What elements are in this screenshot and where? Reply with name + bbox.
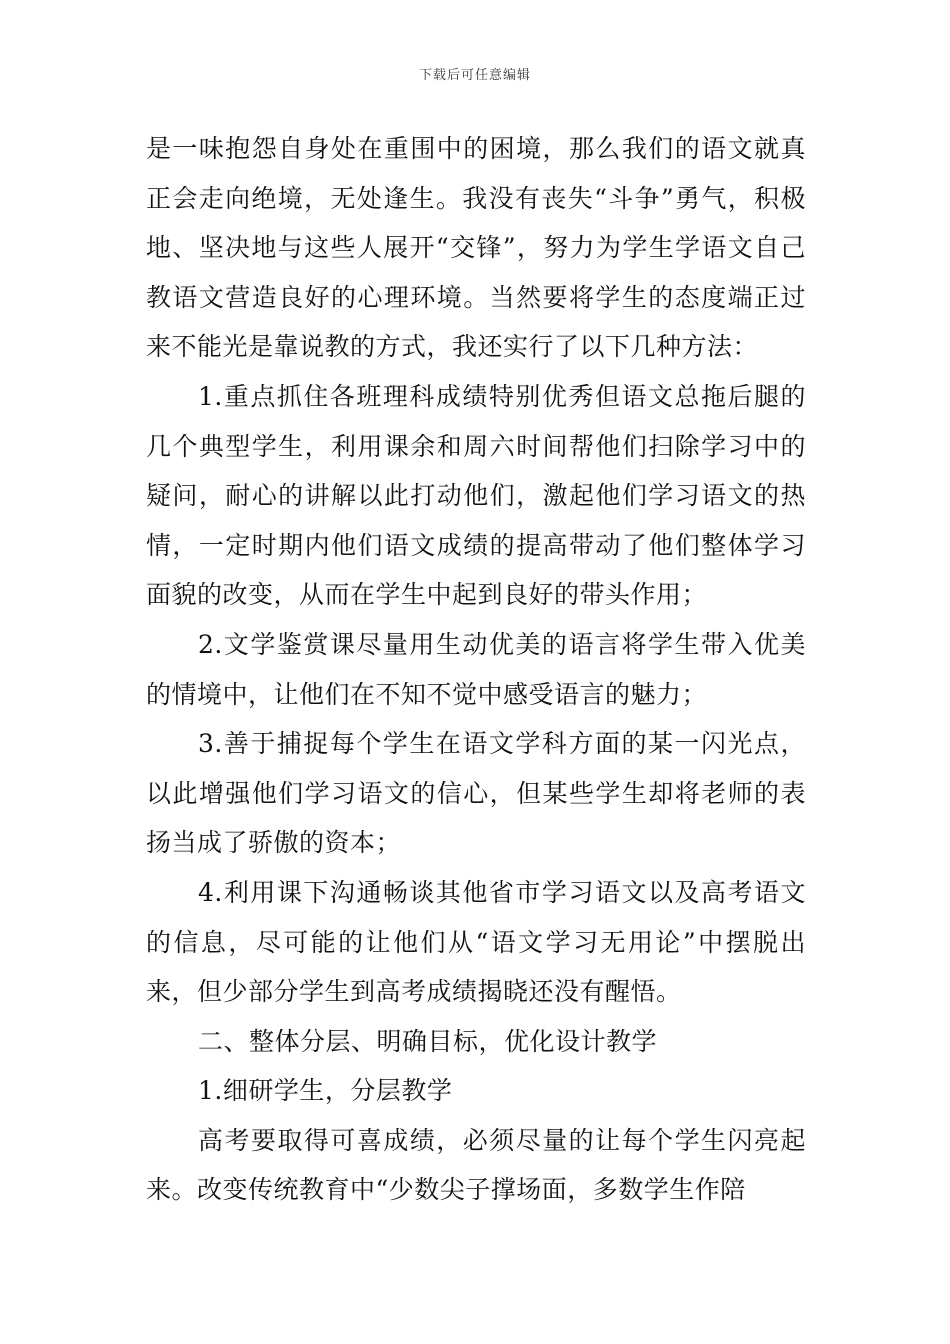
page-header-note: 下载后可任意编辑: [418, 68, 531, 83]
list-item-1: 1.重点抓住各班理科成绩特别优秀但语文总拖后腿的几个典型学生，利用课余和周六时间帮他们扫除学习中的疑问，耐心的讲解以此打动他们，激起他们学习语文的热情，一定时期内他们语文成绩的提高带动了他们整体学习面貌的改变，从而在学生中起到良好的带头作用；: [146, 381, 806, 610]
subsection-heading: 1.细研学生，分层教学: [198, 1076, 453, 1106]
paragraph-continuation: 是一味抱怨自身处在重围中的困境，那么我们的语文就真正会走向绝境，无处逢生。我没有丧失“斗争”勇气，积极地、坚决地与这些人展开“交锋”，努力为学生学语文自己教语文营造良好的心理环境。当然要将学生的态度端正过来不能光是靠说教的方式，我还实行了以下几种方法：: [146, 134, 806, 362]
section-heading: 二、整体分层、明确目标，优化设计教学: [198, 1026, 658, 1056]
list-item-4: 4.利用课下沟通畅谈其他省市学习语文以及高考语文的信息，尽可能的让他们从“语文学习无用论”中摆脱出来，但少部分学生到高考成绩揭晓还没有醒悟。: [146, 877, 806, 1007]
document-body: [146, 124, 806, 1215]
paragraph: 高考要取得可喜成绩，必须尽量的让每个学生闪亮起来。改变传统教育中“少数尖子撑场面，多数学生作陪: [146, 1125, 806, 1205]
list-item-3: 3.善于捕捉每个学生在语文学科方面的某一闪光点，以此增强他们学习语文的信心，但某些学生却将老师的表扬当成了骄傲的资本；: [146, 729, 806, 858]
list-item-2: 2.文学鉴赏课尽量用生动优美的语言将学生带入优美的情境中，让他们在不知不觉中感受语言的魅力；: [146, 629, 806, 709]
